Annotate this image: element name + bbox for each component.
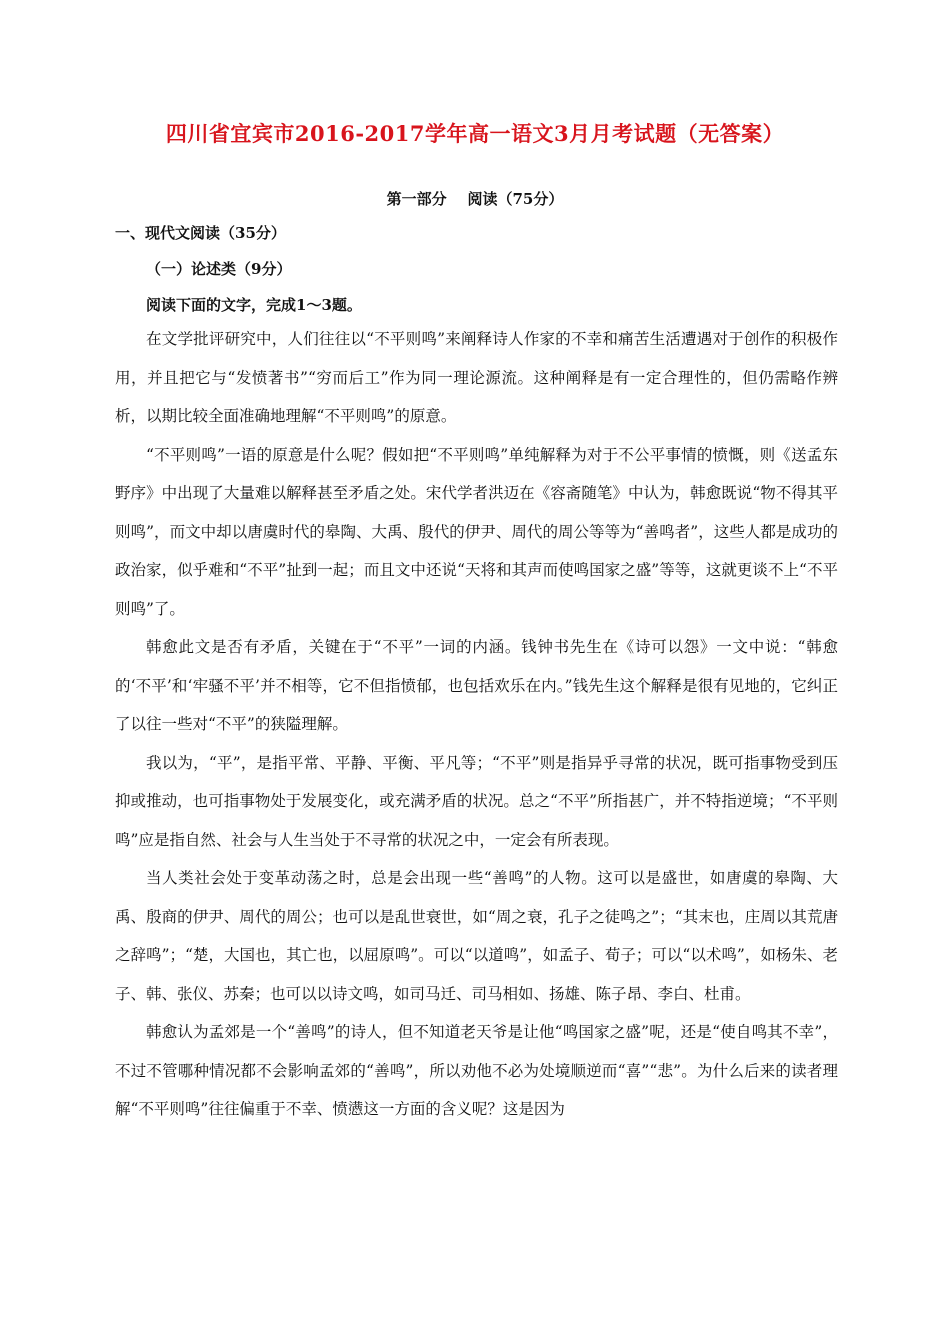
- paragraph: 韩愈此文是否有矛盾，关键在于“不平”一词的内涵。钱钟书先生在《诗可以怨》一文中说：“韩愈的‘不平’和‘牢骚不平’并不相等，它不但指愤郁，也包括欢乐在内。”钱先生这个解释是很有见地的，它纠正了以往一些对“不平”的狭隘理解。: [115, 638, 838, 733]
- paragraph: 韩愈认为孟郊是一个“善鸣”的诗人，但不知道老天爷是让他“鸣国家之盛”呢，还是“使自鸣其不幸”，不过不管哪种情况都不会影响孟郊的“善鸣”，所以劝他不必为处境顺逆而“喜”“悲”。为什么后来的读者理解“不平则鸣”往往偏重于不幸、愤懑这一方面的含义呢？这是因为: [115, 1023, 838, 1118]
- section-heading: 一、现代文阅读（35分）: [115, 224, 286, 242]
- paragraph: “不平则鸣”一语的原意是什么呢？假如把“不平则鸣”单纯解释为对于不公平事情的愤慨，则《送孟东野序》中出现了大量难以解释甚至矛盾之处。宋代学者洪迈在《容斋随笔》中认为，韩愈既说“物不得其平则鸣”，而文中却以唐虞时代的皋陶、大禹、殷代的伊尹、周代的周公等等为“善鸣者”，这些人都是成功的政治家，似乎难和“不平”扯到一起；而且文中还说“天将和其声而使鸣国家之盛”等等，这就更谈不上“不平则鸣”了。: [115, 445, 838, 618]
- subsection-heading: （一）论述类（9分）: [146, 260, 292, 278]
- paragraph: 当人类社会处于变革动荡之时，总是会出现一些“善鸣”的人物。这可以是盛世，如唐虞的皋陶、大禹、殷商的伊尹、周代的周公；也可以是乱世衰世，如“周之衰，孔子之徒鸣之”；“其末也，庄周以其荒唐之辞鸣”；“楚，大国也，其亡也，以屈原鸣”。可以“以道鸣”，如孟子、荀子；可以“以术鸣”，如杨朱、老子、韩、张仪、苏秦；也可以以诗文鸣，如司马迁、司马相如、扬雄、陈子昂、李白、杜甫。: [115, 869, 838, 1003]
- part-heading: 第一部分 阅读（75分）: [386, 190, 564, 208]
- reading-instruction: 阅读下面的文字，完成1～3题。: [146, 296, 362, 314]
- paragraph: 在文学批评研究中，人们往往以“不平则鸣”来阐释诗人作家的不幸和痛苦生活遭遇对于创作的积极作用，并且把它与“发愤著书”“穷而后工”作为同一理论源流。这种阐释是有一定合理性的，但仍需略作辨析，以期比较全面准确地理解“不平则鸣”的原意。: [115, 330, 838, 425]
- reading-passage: [115, 320, 838, 1129]
- paragraph: 我以为，“平”，是指平常、平静、平衡、平凡等；“不平”则是指异乎寻常的状况，既可指事物受到压抑或推动，也可指事物处于发展变化，或充满矛盾的状况。总之“不平”所指甚广，并不特指逆境；“不平则鸣”应是指自然、社会与人生当处于不寻常的状况之中，一定会有所表现。: [115, 753, 838, 849]
- document-title: 四川省宜宾市2016-2017学年高一语文3月月考试题（无答案）: [165, 121, 785, 146]
